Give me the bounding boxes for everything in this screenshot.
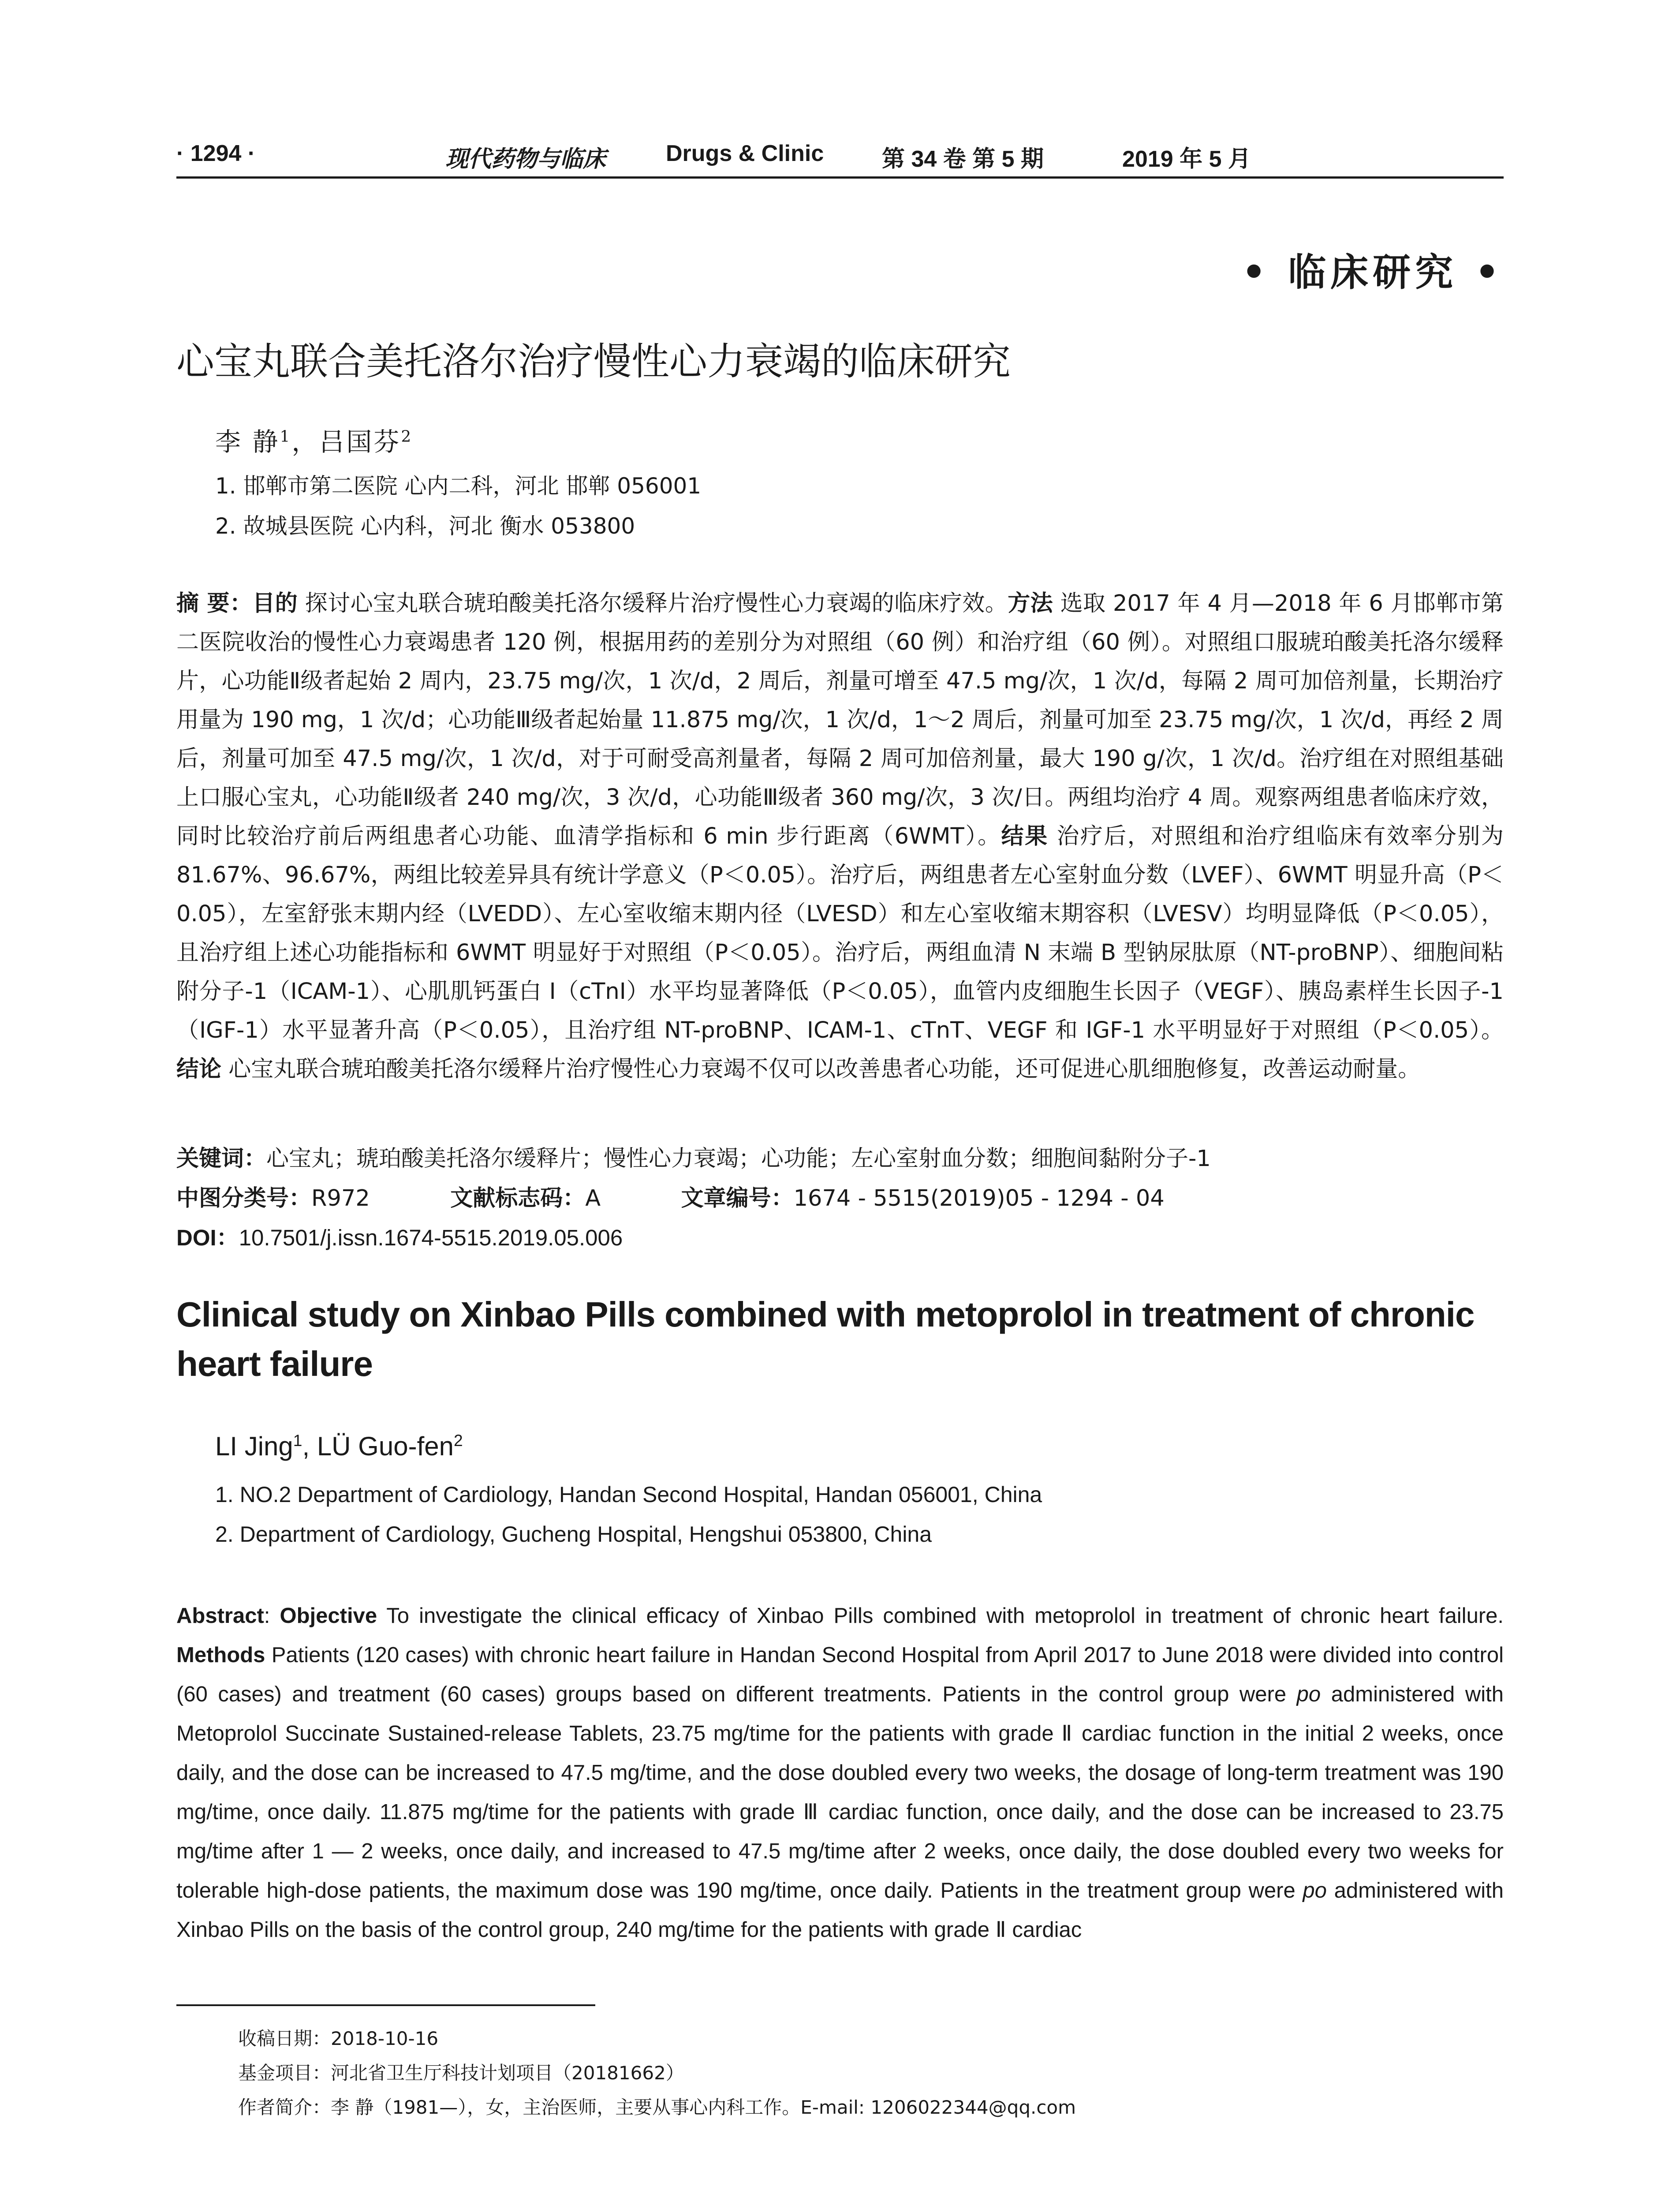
affiliation-cn-1: 1. 邯郸市第二医院 心内二科，河北 邯郸 056001 [215,473,702,499]
volume-issue: 第 34 卷 第 5 期 [882,146,1044,172]
fund-text: 河北省卫生厅科技计划项目（20181662） [331,2062,684,2084]
author-en-2-affiliation-mark: 2 [453,1431,463,1450]
author-en-2: LÜ Guo-fen [317,1431,454,1461]
affiliation-cn-2: 2. 故城县医院 心内科，河北 衡水 053800 [215,513,635,539]
author-en-1: LI Jing [215,1431,293,1461]
issue-date: 2019 年 5 月 [1122,146,1251,172]
methods-en-label: Methods [176,1643,265,1667]
article-no-value: 1674 - 5515(2019)05 - 1294 - 04 [793,1185,1165,1211]
methods-en-text-2: administered with Metoprolol Succinate Sustained-release Tablets, 23.75 mg/time for the patients with grade Ⅱ cardiac function in the initial 2 weeks, once daily, and the dose can be increased to 47.5 mg/time, and the dose doubled every two weeks, the dosage of long-term treatment was 190 mg/time, once daily. 11.875 mg/time for the patients with grade Ⅲ cardiac function, once daily, and the dose can be increased to 23.75 mg/time after 1 — 2 weeks, once daily, and increased to 47.5 mg/time after 2 weeks, once daily, the dose doubled every two weeks for tolerable high-dose patients, the maximum dose was 190 mg/time, once daily. Patients in the treatment group were [176,1682,1504,1902]
objective-cn-label: 目的 [252,590,298,617]
abstract-en [176,1596,1504,1950]
affiliation-en-2: 2. Department of Cardiology, Gucheng Hospital, Hengshui 053800, China [215,1522,932,1547]
doc-code-value: A [585,1185,601,1211]
keywords-cn-label: 关键词： [176,1146,267,1172]
keywords-cn-text: 心宝丸；琥珀酸美托洛尔缓释片；慢性心力衰竭；心功能；左心室射血分数；细胞间黏附分子-1 [266,1146,1211,1172]
authors-cn [215,421,413,458]
footnote-fund [238,2059,684,2085]
classification-line [176,1180,1165,1212]
author-en-separator: , [302,1431,317,1461]
conclusion-cn-text: 心宝丸联合琥珀酸美托洛尔缓释片治疗慢性心力衰竭不仅可以改善患者心功能，还可促进心肌细胞修复，改善运动耐量。 [221,1056,1421,1082]
title-en: Clinical study on Xinbao Pills combined with metoprolol in treatment of chronic heart failure [176,1295,1475,1383]
methods-en-text-3: administered with Xinbao Pills on the basis of the control group, 240 mg/time for the patients with grade Ⅱ cardiac [176,1879,1504,1942]
clc-value: R972 [311,1185,370,1211]
keywords-cn [176,1140,1211,1173]
abstract-en-label: Abstract [176,1604,264,1628]
fund-label: 基金项目： [238,2062,331,2084]
received-date: 2018-10-16 [331,2028,439,2049]
section-label: • 临床研究 • [1242,250,1504,295]
doc-code-label: 文献标志码： [450,1185,586,1211]
po-abbreviation-2: po [1303,1879,1327,1902]
doi-line [176,1219,623,1252]
abstract-cn-label: 摘 要： [176,590,253,617]
methods-cn-label: 方法 [1008,590,1053,617]
objective-en-text: To investigate the clinical efficacy of Xinbao Pills combined with metoprolol in treatment of chronic heart failure. [377,1604,1504,1628]
objective-cn-text: 探讨心宝丸联合琥珀酸美托洛尔缓释片治疗慢性心力衰竭的临床疗效。 [298,590,1008,617]
author-en-1-affiliation-mark: 1 [293,1431,302,1450]
methods-cn-text: 选取 2017 年 4 月—2018 年 6 月邯郸市第二医院收治的慢性心力衰竭患者 120 例，根据用药的差别分为对照组（60 例）和治疗组（60 例）。对照组口服琥珀酸美托洛尔缓释片，心功能Ⅱ级者起始 2 周内，23.75 mg/次，1 次/d，2 周后，剂量可增至 47.5 mg/次，1 次/d，每隔 2 周可加倍剂量，长期治疗用量为 190 mg，1 次/d；心功能Ⅲ级者起始量 11.875 mg/次，1 次/d，1～2 周后，剂量可加至 23.75 mg/次，1 次/d，再经 2 周后，剂量可加至 47.5 mg/次，1 次/d，对于可耐受高剂量者，每隔 2 周可加倍剂量，最大 190 g/次，1 次/d。治疗组在对照组基础上口服心宝丸，心功能Ⅱ级者 240 mg/次，3 次/d，心功能Ⅲ级者 360 mg/次，3 次/日。两组均治疗 4 周。观察两组患者临床疗效，同时比较治疗前后两组患者心功能、血清学指标和 6 min 步行距离（6WMT）。 [176,590,1504,849]
results-cn-text: 治疗后，对照组和治疗组临床有效率分别为 81.67%、96.67%，两组比较差异具有统计学意义（P＜0.05）。治疗后，两组患者左心室射血分数（LVEF）、6WMT 明显升高（P＜0.05），左室舒张末期内经（LVEDD）、左心室收缩末期内径（LVESD）和左心室收缩末期容积（LVESV）均明显降低（P＜0.05），且治疗组上述心功能指标和 6WMT 明显好于对照组（P＜0.05）。治疗后，两组血清 N 末端 B 型钠尿肽原（NT-proBNP）、细胞间粘附分子-1（ICAM-1）、心肌肌钙蛋白 I（cTnI）水平均显著降低（P＜0.05），血管内皮细胞生长因子（VEGF）、胰岛素样生长因子-1（IGF-1）水平显著升高（P＜0.05），且治疗组 NT-proBNP、ICAM-1、cTnT、VEGF 和 IGF-1 水平明显好于对照组（P＜0.05）。 [176,823,1504,1043]
author-cn-1-affiliation-mark: 1 [280,427,292,446]
page-number: · 1294 · [176,141,256,166]
author-cn-separator: ， [291,427,319,457]
author-cn-2: 吕国芬 [319,427,401,457]
received-label: 收稿日期： [238,2028,331,2049]
clc-label: 中图分类号： [176,1185,312,1211]
article-no-label: 文章编号： [681,1185,794,1211]
conclusion-cn-label: 结论 [176,1056,222,1082]
footnote-author-bio [238,2093,1076,2119]
footnote-received [238,2024,438,2051]
title-cn: 心宝丸联合美托洛尔治疗慢性心力衰竭的临床研究 [176,340,1011,384]
running-header [176,140,1504,176]
abstract-cn [176,584,1504,1089]
doi-value: 10.7501/j.issn.1674-5515.2019.05.006 [239,1225,623,1250]
footnote-rule [176,2004,595,2006]
methods-en-text-1: Patients (120 cases) with chronic heart failure in Handan Second Hospital from April 2017 to June 2018 were divided into control (60 cases) and treatment (60 cases) groups based on different treatments. Patients in the control group were [176,1643,1504,1706]
doi-label: DOI： [176,1225,239,1250]
journal-name-cn: 现代药物与临床 [445,146,606,172]
results-cn-label: 结果 [1001,823,1049,849]
authors-en [215,1431,463,1461]
affiliation-en-1: 1. NO.2 Department of Cardiology, Handan Second Hospital, Handan 056001, China [215,1482,1042,1507]
objective-en-label: Objective [280,1604,377,1628]
bio-label: 作者简介： [238,2097,331,2118]
header-rule [176,176,1504,179]
po-abbreviation-1: po [1296,1682,1321,1706]
journal-name-en: Drugs & Clinic [666,141,824,166]
bio-text: 李 静（1981—），女，主治医师，主要从事心内科工作。E-mail: 1206022344@qq.com [331,2097,1076,2118]
author-cn-2-affiliation-mark: 2 [401,427,413,446]
abstract-en-colon: : [264,1604,280,1628]
author-cn-1: 李 静 [215,427,280,457]
